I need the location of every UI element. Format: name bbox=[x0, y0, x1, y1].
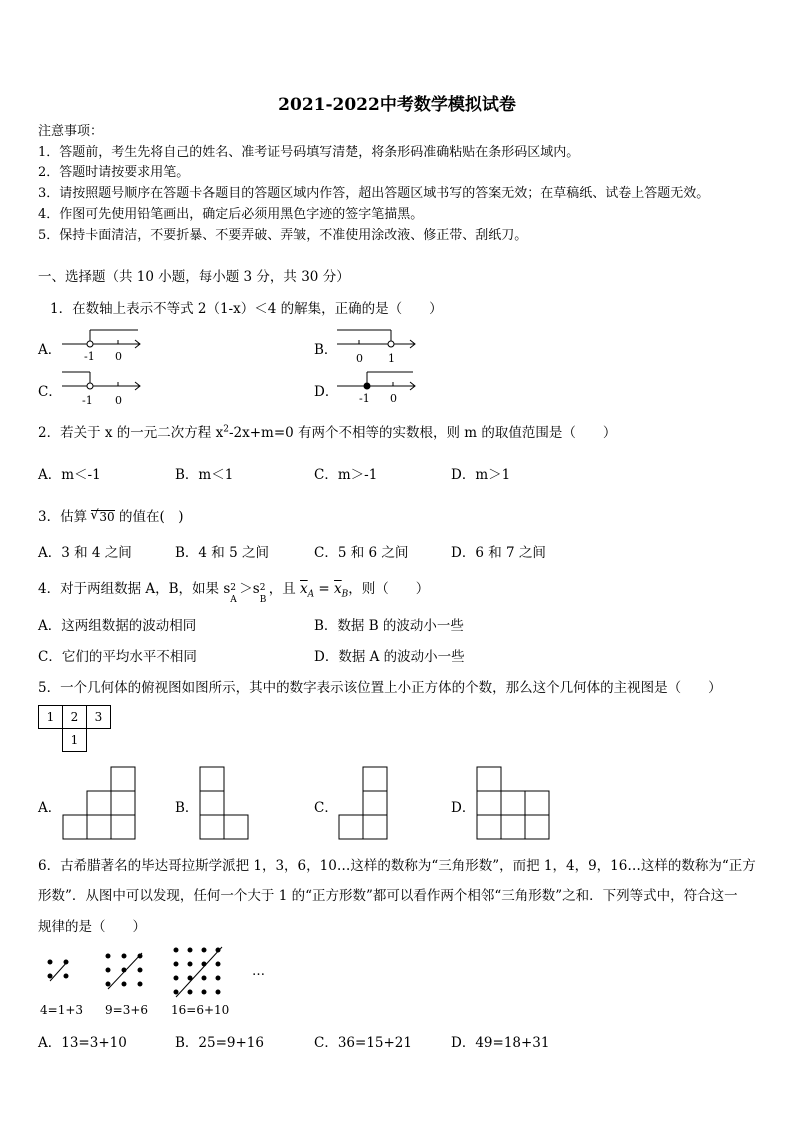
page-title: 2021-2022中考数学模拟试卷 bbox=[278, 95, 516, 115]
q6-option-a: A．13=3+10 bbox=[38, 1035, 127, 1051]
section-heading: 一、选择题（共 10 小题，每小题 3 分，共 30 分） bbox=[38, 269, 350, 285]
tick-label: 0 bbox=[356, 352, 363, 365]
q4-option-d: D．数据 A 的波动小一些 bbox=[314, 649, 465, 665]
tick-label: 1 bbox=[388, 352, 395, 365]
q5-option-a-label: A． bbox=[38, 800, 62, 816]
q5-option-b-label: B． bbox=[175, 800, 199, 816]
dot-pattern-figure bbox=[40, 945, 280, 1003]
question-2: 2．若关于 x 的一元二次方程 $x^2-2x+m=0$ 有两个不相等的实数根，则 m 的取值范围是（ ） bbox=[38, 424, 617, 441]
q2-option-c: C．m＞-1 bbox=[314, 467, 378, 483]
q5-option-c-figure bbox=[338, 764, 416, 842]
q1-option-d-label: D． bbox=[314, 384, 339, 400]
q1-option-c-label: C． bbox=[38, 384, 62, 400]
dot-caption-2: 9=3+6 bbox=[105, 1003, 149, 1017]
question-1: 1．在数轴上表示不等式 2（1-x）＜4 的解集，正确的是（ ） bbox=[50, 301, 443, 317]
q4-option-b: B．数据 B 的波动小一些 bbox=[314, 618, 464, 634]
tick-label: -1 bbox=[359, 392, 370, 405]
q3-option-d: D．6 和 7 之间 bbox=[451, 545, 546, 561]
q5-option-a-figure bbox=[62, 764, 140, 842]
q5-option-d-figure bbox=[476, 764, 554, 842]
notice-heading: 注意事项： bbox=[38, 124, 104, 139]
q6-option-b: B．25=9+16 bbox=[175, 1035, 264, 1051]
q5-option-c-label: C． bbox=[314, 800, 338, 816]
q6-option-d: D．49=18+31 bbox=[451, 1035, 550, 1051]
q3-option-a: A．3 和 4 之间 bbox=[38, 545, 132, 561]
q5-option-d-label: D． bbox=[451, 800, 476, 816]
q2-option-b: B．m＜1 bbox=[175, 467, 234, 483]
q2-option-d: D．m＞1 bbox=[451, 467, 511, 483]
question-5: 5．一个几何体的俯视图如图所示，其中的数字表示该位置上小正方体的个数，那么这个几何体的主视图是（ ） bbox=[38, 680, 722, 696]
q3-option-b: B．4 和 5 之间 bbox=[175, 545, 269, 561]
dot-caption-3: 16=6+10 bbox=[171, 1003, 230, 1017]
question-6-line3: 规律的是（ ） bbox=[38, 919, 146, 935]
ellipsis: … bbox=[252, 964, 265, 979]
q1-option-d-numberline bbox=[335, 368, 420, 408]
top-view-grid: 1 2 3 1 bbox=[38, 705, 111, 752]
notice-item: 2．答题时请按要求用笔。 bbox=[38, 165, 190, 180]
q1-option-b-label: B． bbox=[314, 342, 338, 358]
q1-option-c-numberline bbox=[60, 368, 145, 408]
q5-option-b-figure bbox=[199, 764, 277, 842]
notice-item: 4．作图可先使用铅笔画出，确定后必须用黑色字迹的签字笔描黑。 bbox=[38, 207, 424, 222]
dot-caption-1: 4=1+3 bbox=[40, 1003, 84, 1017]
question-4: 4．对于两组数据 A，B，如果 s A 2 ＞s B 2 ，且 $\overline{x}_A = \overline{x}_B$，则（ ） bbox=[38, 581, 430, 605]
question-6-line1: 6．古希腊著名的毕达哥拉斯学派把 1，3，6，10…这样的数称为“三角形数”，而把 1，4，9，16…这样的数称为“正方 bbox=[38, 858, 756, 874]
q4-option-a: A．这两组数据的波动相同 bbox=[38, 618, 197, 634]
q3-option-c: C．5 和 6 之间 bbox=[314, 545, 409, 561]
notice-item: 5．保持卡面清洁，不要折暴、不要弄破、弄皱，不准使用涂改液、修正带、刮纸刀。 bbox=[38, 228, 528, 243]
question-3: 3．估算 √ 30 的值在( ) bbox=[38, 508, 184, 525]
tick-label: 0 bbox=[115, 394, 122, 407]
question-6-line2: 形数”．从图中可以发现，任何一个大于 1 的“正方形数”都可以看作两个相邻“三角形数”之和．下列等式中，符合这一 bbox=[38, 888, 738, 904]
tick-label: 0 bbox=[390, 392, 397, 405]
q4-option-c: C．它们的平均水平不相同 bbox=[38, 649, 197, 665]
q6-option-c: C．36=15+21 bbox=[314, 1035, 412, 1051]
q1-option-a-label: A． bbox=[38, 342, 62, 358]
tick-label: -1 bbox=[82, 394, 93, 407]
tick-label: -1 bbox=[84, 350, 95, 363]
q1-option-b-numberline bbox=[335, 326, 420, 366]
tick-label: 0 bbox=[115, 350, 122, 363]
notice-item: 3．请按照题号顺序在答题卡各题目的答题区域内作答，超出答题区域书写的答案无效；在草稿纸、试卷上答题无效。 bbox=[38, 186, 710, 201]
q1-option-a-numberline bbox=[60, 326, 145, 364]
q2-option-a: A．m＜-1 bbox=[38, 467, 101, 483]
sqrt-expression: √ 30 bbox=[90, 508, 115, 524]
notice-item: 1．答题前，考生先将自己的姓名、准考证号码填写清楚，将条形码准确粘贴在条形码区域内。 bbox=[38, 145, 580, 160]
